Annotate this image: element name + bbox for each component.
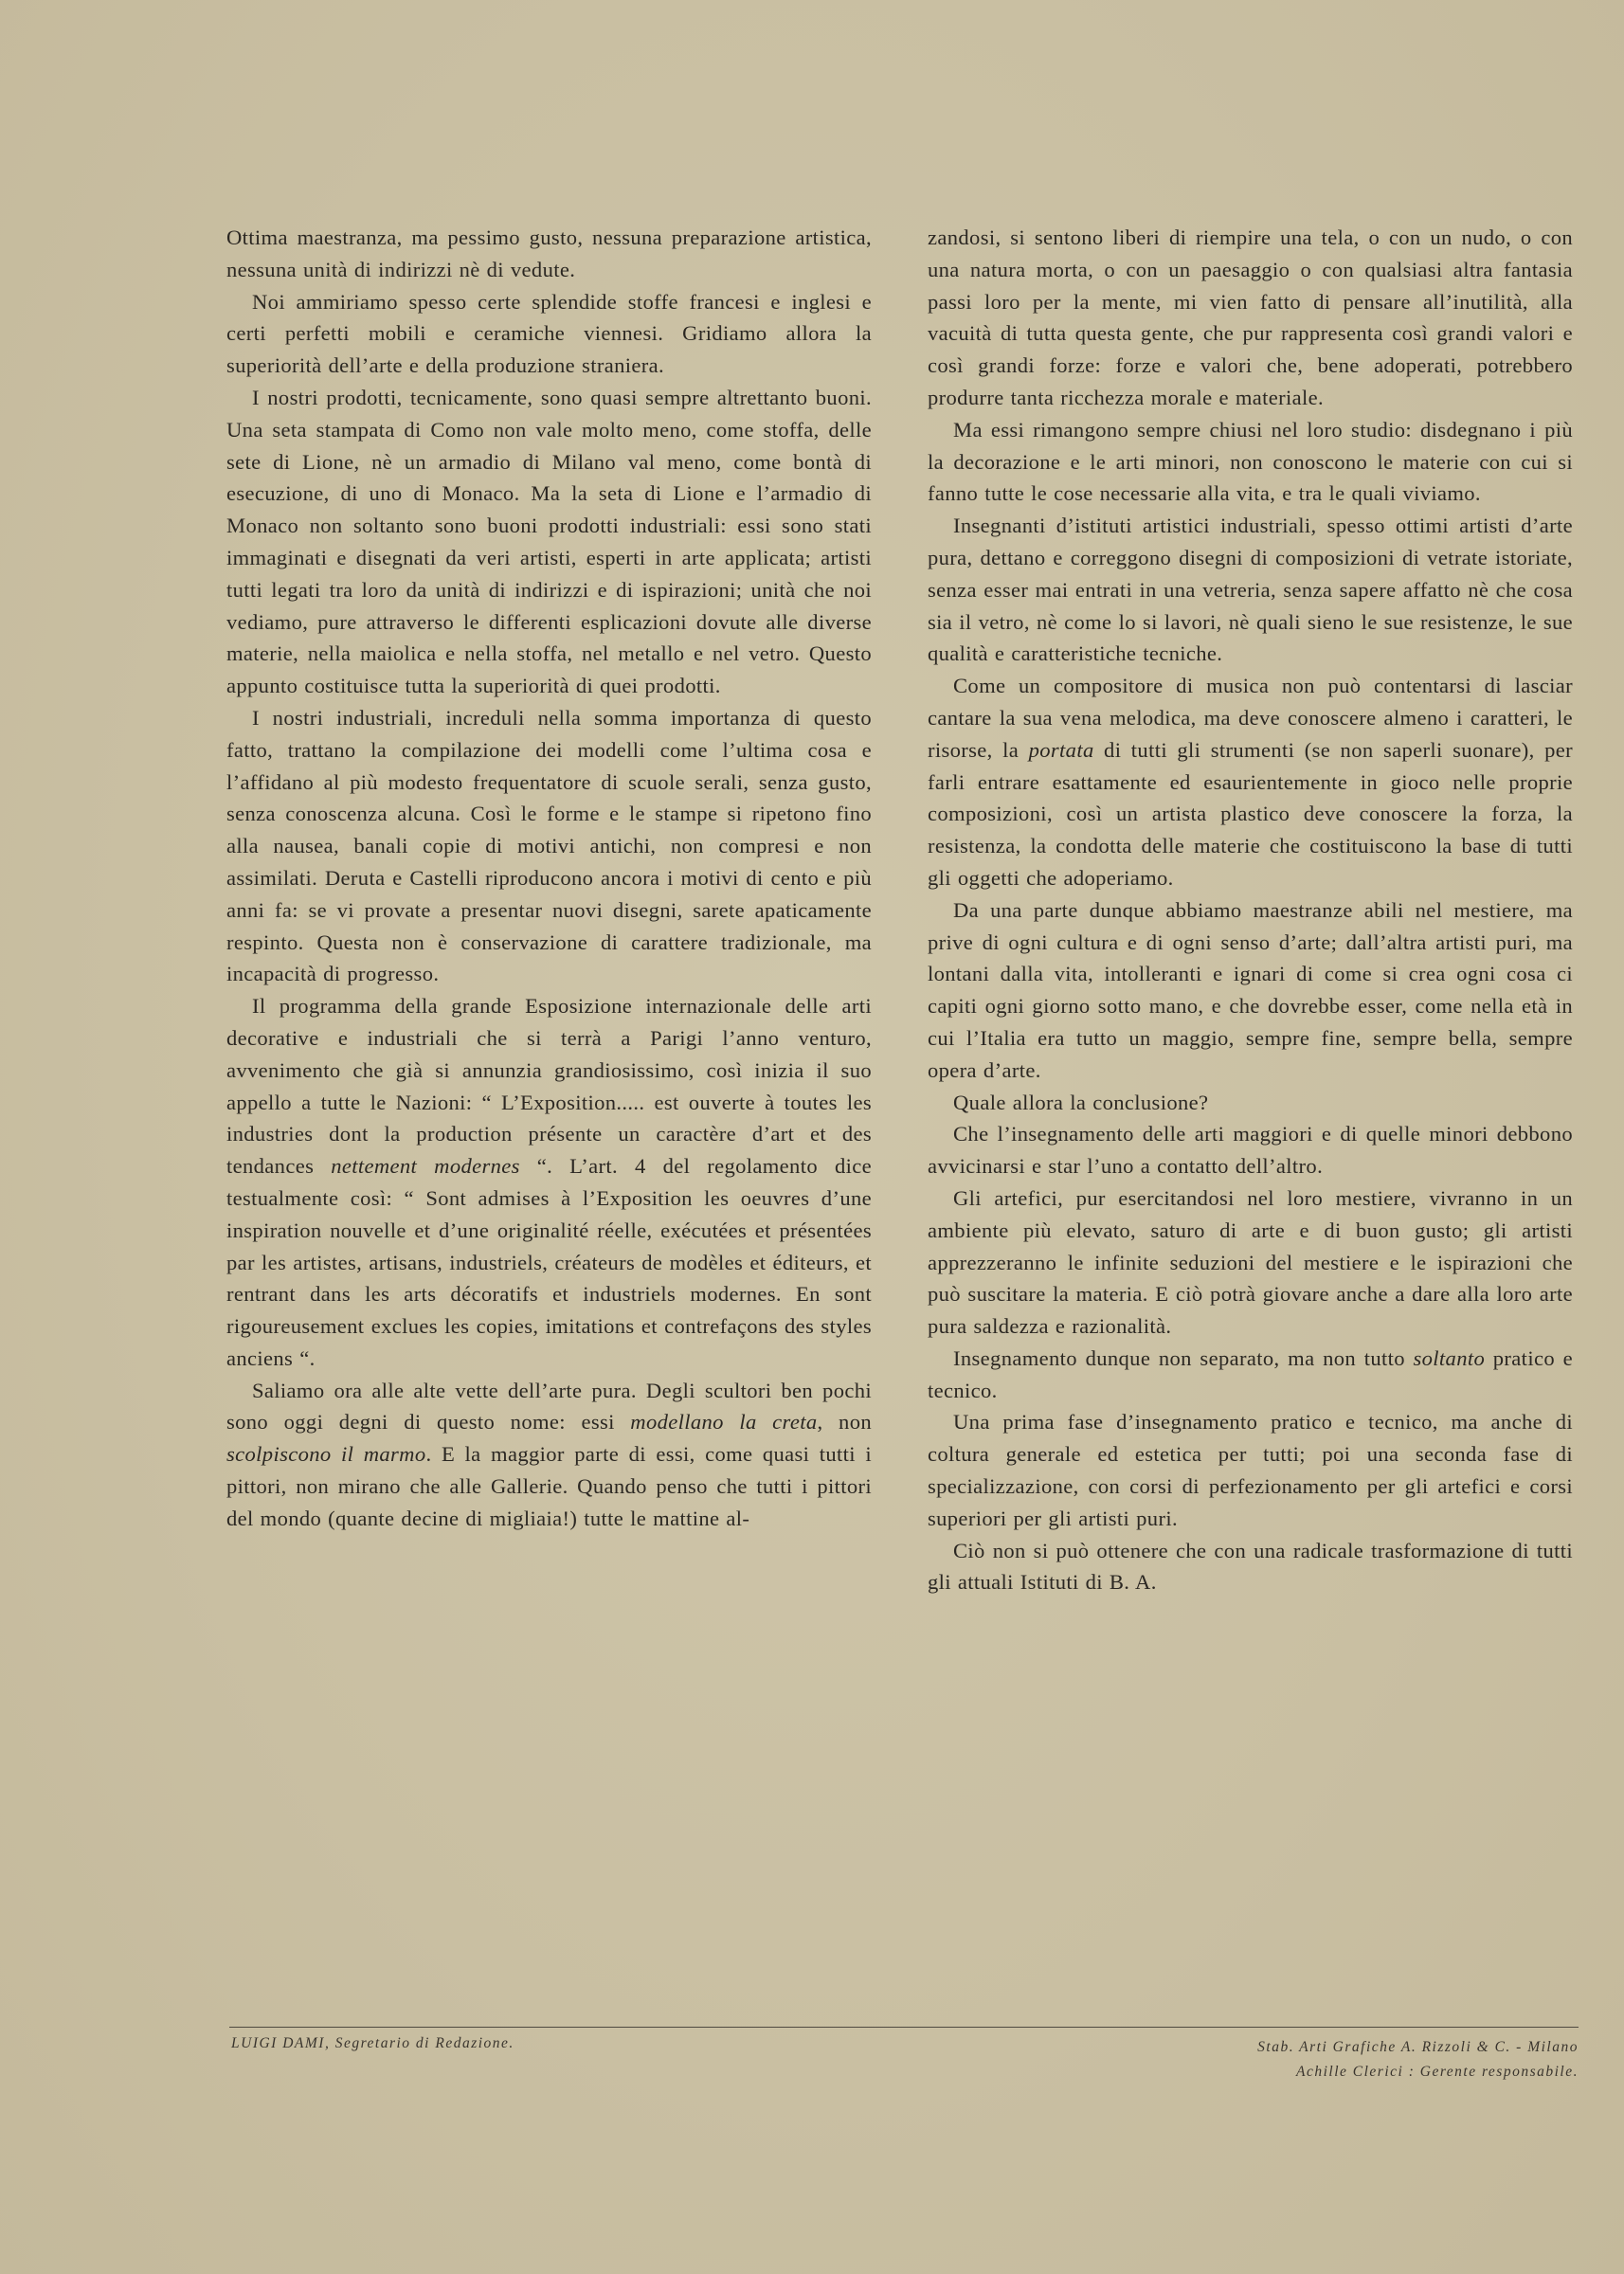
- paragraph: Da una parte dunque abbiamo maestranze abili nel mestiere, ma prive di ogni cultura e di ogni senso d’arte; dall’altra artisti puri, ma lontani dalla vita, intolleranti e ignari di come si crea ogni cosa ci capiti ogni giorno sotto mano, e che dovrebbe esser, come nella età in cui l’Italia era tutto un maggio, sempre fine, sempre bella, sempre opera d’arte.: [928, 897, 1573, 1082]
- footer-divider: [229, 2027, 1579, 2028]
- footer-manager-line: Achille Clerici : Gerente responsabile.: [1296, 2064, 1579, 2080]
- paragraph-text: Saliamo ora alle alte vette dell’arte pura. Degli scultori ben pochi sono oggi degni di questo nome: essi: [226, 1378, 872, 1435]
- paragraph: Quale allora la conclusione?: [953, 1090, 1209, 1114]
- paragraph-text: pratico e tecnico.: [928, 1345, 1573, 1402]
- paragraph: Noi ammiriamo spesso certe splendide stoffe francesi e inglesi e certi perfetti mobili e ceramiche viennesi. Gridiamo allora la superiorità dell’arte e della produzione straniera.: [226, 289, 872, 378]
- italic-text: modellano la creta: [630, 1410, 818, 1435]
- italic-text: scolpiscono il marmo: [226, 1442, 426, 1467]
- paragraph: Ottima maestranza, ma pessimo gusto, nessuna preparazione artistica, nessuna unità di indirizzi nè di vedute.: [226, 226, 872, 281]
- paragraph: [928, 670, 1573, 894]
- footer-editor-credit: LUIGI DAMI, Segretario di Redazione.: [231, 2035, 514, 2051]
- italic-text: soltanto: [1413, 1345, 1486, 1370]
- paragraph: [928, 1343, 1573, 1407]
- paragraph: I nostri prodotti, tecnicamente, sono quasi sempre altrettanto buoni. Una seta stampata di Como non vale molto meno, come stoffa, delle sete di Lione, nè un armadio di Milano val meno, come bontà di esecuzione, di uno di Monaco. Ma la seta di Lione e l’armadio di Monaco non soltanto sono buoni prodotti industriali: essi sono stati immaginati e disegnati da veri artisti, esperti in arte applicata; artisti tutti legati tra loro da unità di indirizzi e di ispirazioni; unità che noi vediamo, pure attraverso le differenti esplicazioni dovute alle diverse materie, nella maiolica e nella stoffa, nel metallo e nel vetro. Questo appunto costituisce tutta la superiorità di quei prodotti.: [226, 385, 872, 698]
- paragraph: Gli artefici, pur esercitandosi nel loro mestiere, vivranno in un ambiente più elevato, saturo di arte e di buon gusto; gli artisti apprezzeranno le infinite seduzioni del mestiere e le ispirazioni che può suscitare la materia. E ciò potrà giovare anche a dare alla loro arte pura saldezza e razionalità.: [928, 1185, 1573, 1339]
- paragraph-text: “. L’art. 4 del regolamento dice testualmente così: “ Sont admises à l’Exposition les oeuvres d’une inspiration nouvelle et d’une originalité réelle, exécutées et présentées par les artistes, artisans, industriels, créateurs de modèles et éditeurs, et rentrant dans les arts décoratifs et industriels modernes. En sont rigoureusement exclues les copies, imitations et contrefaçons des styles anciens “.: [226, 1154, 872, 1370]
- paragraph-text: Insegnamento dunque non separato, ma non tutto: [953, 1345, 1414, 1370]
- paragraph-text: Il programma della grande Esposizione internazionale delle arti decorative e industriali che si terrà a Parigi l’anno venturo, avvenimento che già si annunzia grandiosissimo, così inizia il suo appello a tutte le Nazioni: “ L’Exposition..... est ouverte à toutes les industries dont la production présente un caractère d’art et des tendances: [226, 994, 872, 1179]
- paragraph: I nostri industriali, increduli nella somma importanza di questo fatto, trattano la compilazione dei modelli come l’ultima cosa e l’affidano al più modesto frequentatore di scuole serali, senza gusto, senza conoscenza alcuna. Così le forme e le stampe si ripetono fino alla nausea, banali copie di motivi antichi, non compresi e non assimilati. Deruta e Castelli riproducono ancora i motivi di cento e più anni fa: se vi provate a presentar nuovi disegni, sarete apaticamente respinto. Questa non è conservazione di carattere tradizionale, ma incapacità di progresso.: [226, 705, 872, 986]
- paragraph: Ciò non si può ottenere che con una radicale trasformazione di tutti gli attuali Istituti di B. A.: [928, 1538, 1573, 1595]
- paragraph: Che l’insegnamento delle arti maggiori e di quelle minori debbono avvicinarsi e star l’uno a contatto dell’altro.: [928, 1122, 1573, 1179]
- paragraph: Ma essi rimangono sempre chiusi nel loro studio: disdegnano i più la decorazione e le arti minori, non conoscono le materie con cui si fanno tutte le cose necessarie alla vita, e tra le quali viviamo.: [928, 417, 1573, 506]
- paragraph-text: Come un compositore di musica non può contentarsi di lasciar cantare la sua vena melodica, ma deve conoscere almeno i caratteri, le risorse, la: [928, 674, 1573, 762]
- paragraph: [226, 990, 872, 1375]
- paragraph-text: di tutti gli strumenti (se non saperli suonare), per farli entrare esattamente ed esaurientemente in gioco nelle proprie composizioni, così un artista plastico deve conoscere la forza, la resistenza, la condotta delle materie che costituiscono la base di tutti gli oggetti che adoperiamo.: [928, 737, 1574, 890]
- italic-text: nettement modernes: [331, 1154, 520, 1179]
- paragraph: Insegnanti d’istituti artistici industriali, spesso ottimi artisti d’arte pura, dettano e correggono disegni di composizioni di vetrate istoriate, senza esser mai entrati in una vetreria, senza sapere affatto nè che cosa sia il vetro, nè come lo si lavori, nè quali sieno le sue resistenze, le sue qualità e caratteristiche tecniche.: [928, 514, 1573, 666]
- left-column: [226, 222, 872, 1535]
- footer-printer-credit: [1257, 2035, 1579, 2084]
- right-column: [928, 222, 1573, 1598]
- paragraph: Una prima fase d’insegnamento pratico e tecnico, ma anche di coltura generale ed estetica per tutti; poi una seconda fase di specializzazione, con corsi di perfezionamento per gli artefici e corsi superiori per gli artisti puri.: [928, 1410, 1573, 1530]
- paragraph-text: , non: [817, 1410, 872, 1435]
- paragraph: [226, 1375, 872, 1535]
- italic-text: portata: [1028, 737, 1094, 762]
- paragraph-text: . E la maggior parte di essi, come quasi tutti i pittori, non mirano che alle Gallerie. Quando penso che tutti i pittori del mondo (quante decine di migliaia!) tutte le mattine al-: [226, 1442, 872, 1530]
- paragraph: zandosi, si sentono liberi di riempire una tela, o con un nudo, o con una natura morta, o con un paesaggio o con qualsiasi altra fantasia passi loro per la mente, mi vien fatto di pensare all’inutilità, alla vacuità di tutta questa gente, che pur rappresenta così grandi valori e così grandi forze: forze e valori che, bene adoperati, potrebbero produrre tanta ricchezza morale e materiale.: [928, 226, 1573, 409]
- footer-printer-line: Stab. Arti Grafiche A. Rizzoli & C. - Milano: [1257, 2039, 1579, 2055]
